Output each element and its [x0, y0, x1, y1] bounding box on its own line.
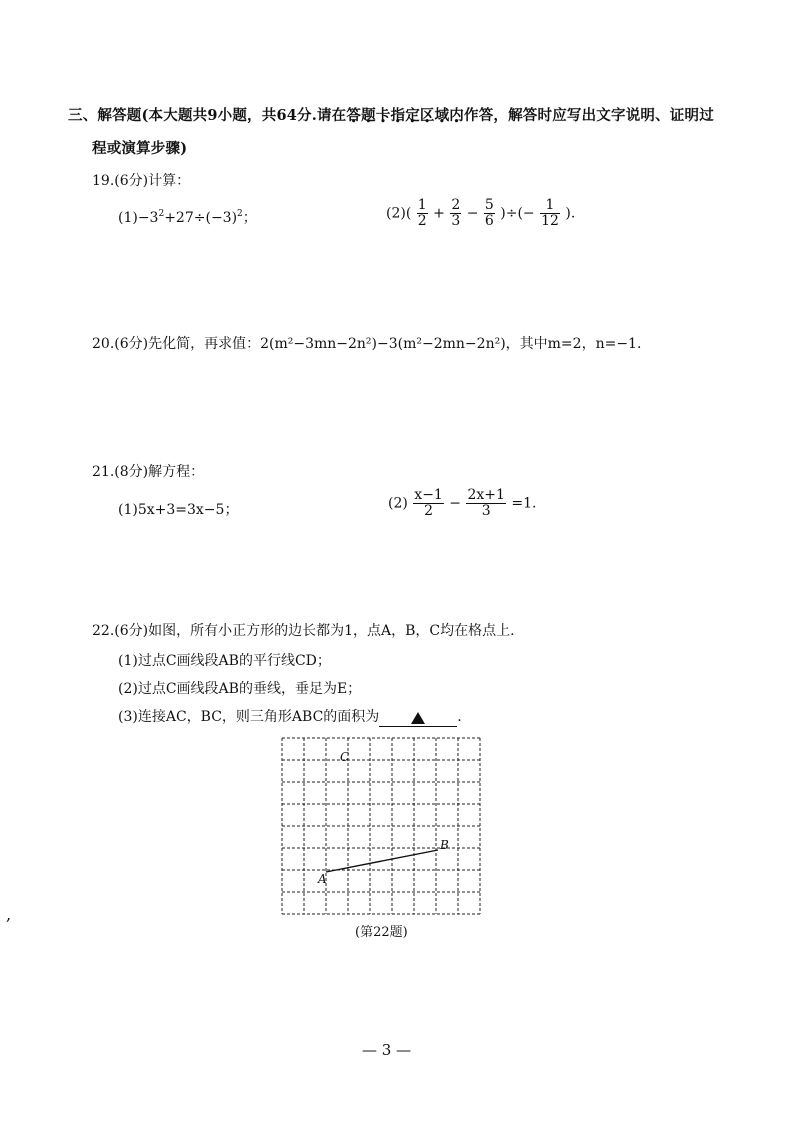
emph-char: 区 [419, 107, 435, 124]
q21-part1: (1)5x+3=3x−5； [118, 502, 239, 518]
q22-grid-figure [280, 736, 490, 920]
margin-mark: , [6, 905, 12, 924]
q20-text: 20.(6分)先化简，再求值：2(m²−3mn−2n²)−3(m²−2mn−2n²)，其中m=2，n=−1. [92, 336, 642, 352]
q19-stem: 19.(6分)计算： [92, 173, 191, 189]
triangle-icon [411, 712, 425, 724]
q22-part1: (1)过点C画线段AB的平行线CD； [118, 653, 331, 669]
page-number: — 3 — [362, 1041, 412, 1059]
emph-char: 指 [390, 107, 406, 124]
operator: − [466, 205, 479, 222]
section-header-line2: 程或演算步骤) [92, 140, 188, 157]
q19-p2-mid: )÷(− [500, 205, 535, 222]
q19-p1-mid: +27÷(−3) [164, 210, 238, 226]
section-header-line1 [68, 104, 714, 125]
operator: − [449, 495, 462, 512]
q19-part2 [386, 198, 575, 229]
q19-p2-prefix: (2)( [386, 205, 412, 222]
q22-part3 [118, 706, 462, 726]
fraction [413, 488, 444, 519]
fraction [466, 488, 505, 519]
q19-p1-prefix: (1)−3 [118, 210, 159, 226]
fraction [450, 198, 461, 229]
figure-caption: (第22题) [355, 925, 408, 940]
section-header-head: 三、解答题(本大题共9小题，共64分.请在 [68, 107, 347, 124]
section-header-tail: 作答，解答时应写出文字说明、证明过 [464, 107, 714, 124]
emph-char: 域 [434, 107, 450, 124]
q22-part2: (2)过点C画线段AB的垂线，垂足为E； [118, 681, 362, 697]
point-label-c: C [340, 750, 350, 764]
q19-part1 [118, 207, 257, 227]
q21-part2 [388, 488, 536, 519]
emph-char: 题 [361, 107, 376, 124]
fraction-denominator: 2 [417, 213, 427, 229]
q22-p3-text: (3)连接AC，BC，则三角形ABC的面积为 [118, 709, 380, 725]
fraction-numerator: 1 [417, 197, 427, 213]
segment-ab [326, 850, 438, 872]
fraction [417, 198, 428, 229]
fraction-numerator: 2x+1 [467, 487, 505, 503]
q19-p2-end: ). [565, 205, 576, 222]
q19-p1-exp1: 2 [158, 209, 165, 219]
fraction-numerator: 2 [451, 197, 461, 213]
fraction-numerator: 5 [484, 197, 494, 213]
q22-stem: 22.(6分)如图，所有小正方形的边长都为1，点A，B，C均在格点上. [92, 623, 515, 639]
emph-char: 答 [346, 107, 362, 124]
answer-blank[interactable] [379, 710, 457, 727]
operator: + [433, 205, 445, 222]
point-label-b: B [440, 838, 449, 852]
q21-stem: 21.(8分)解方程： [92, 464, 205, 480]
fraction [540, 198, 560, 229]
fraction-denominator: 3 [481, 503, 491, 519]
q21-p2-prefix: (2) [388, 495, 408, 512]
emph-char: 卡 [375, 107, 391, 124]
fraction-denominator: 3 [451, 213, 461, 229]
emph-char: 内 [449, 107, 464, 124]
fraction [484, 198, 495, 229]
fraction-denominator: 2 [424, 503, 434, 519]
fraction-denominator: 6 [484, 213, 494, 229]
q19-p1-exp2: 2 [237, 209, 243, 219]
grid-lines [282, 738, 480, 914]
q22-p3-end: . [457, 709, 462, 725]
point-label-a: A [318, 872, 327, 886]
fraction-denominator: 12 [541, 213, 559, 229]
fraction-numerator: 1 [540, 198, 560, 214]
fraction-numerator: x−1 [414, 487, 443, 503]
q21-p2-end: =1. [511, 495, 537, 512]
q19-p1-end: ； [242, 210, 257, 226]
emph-char: 定 [405, 107, 420, 124]
